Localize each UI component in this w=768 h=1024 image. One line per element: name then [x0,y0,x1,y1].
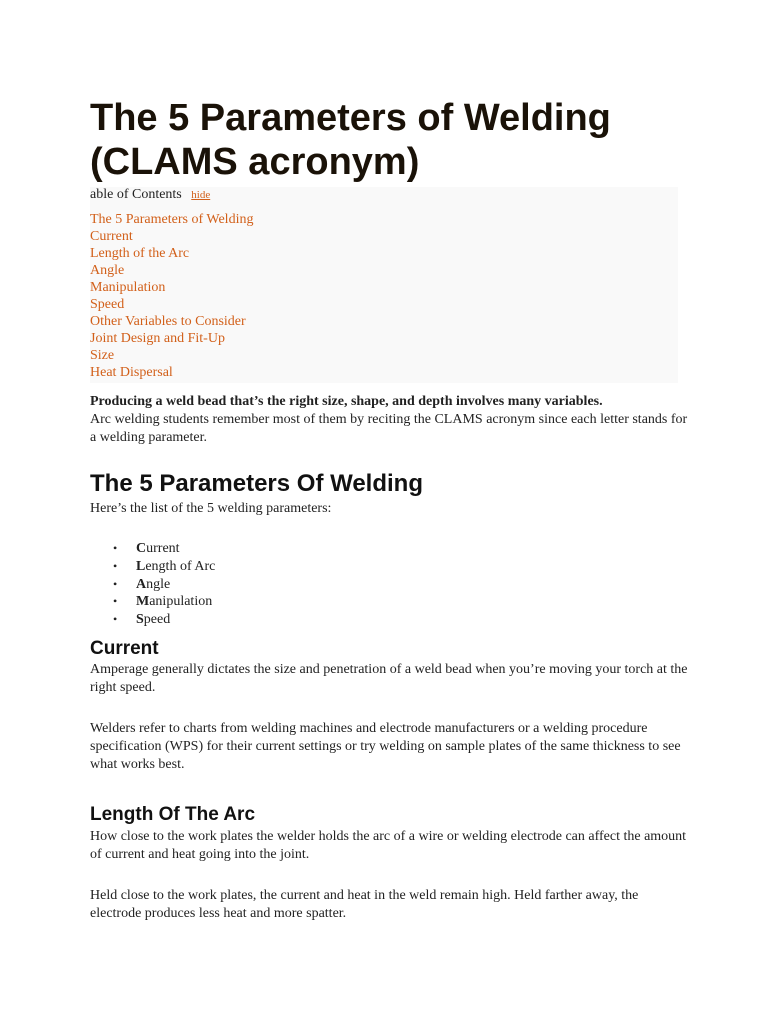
section-heading-parameters: The 5 Parameters Of Welding [90,470,423,497]
parameters-lead: Here’s the list of the 5 welding parameters: [90,501,332,516]
list-item [113,593,215,611]
parameters-list [113,540,215,629]
toc-heading-row [90,187,210,203]
toc-link-current[interactable]: Current [90,229,133,244]
toc-link-manipulation[interactable]: Manipulation [90,280,166,295]
list-item-rest: anipulation [149,594,213,610]
current-paragraph-2: Welders refer to charts from welding machines and electrode manufacturers or a welding procedure specification (WPS) for their current settings or try welding on sample plates of the same thickness to see what works best. [90,721,681,772]
toc-link-speed[interactable]: Speed [90,297,125,312]
list-item-initial: C [136,541,147,556]
list-item-initial: L [136,558,146,574]
toc-list [90,211,253,381]
list-item-rest: urrent [146,541,180,556]
section-heading-length-of-arc: Length Of The Arc [90,804,256,825]
intro-bold-sentence: Producing a weld bead that’s the right size, shape, and depth involves many variables. [90,394,603,409]
page-title: The 5 Parameters of Welding (CLAMS acronym) [90,97,611,183]
list-item [113,576,215,594]
list-item [113,611,215,629]
intro-paragraph [90,393,690,447]
list-item [113,540,215,558]
toc-link-other-variables[interactable]: Other Variables to Consider [90,314,246,329]
arc-paragraph-2: Held close to the work plates, the current and heat in the weld remain high. Held farther away, the electrode produces less heat and more spatter. [90,888,639,921]
current-paragraph-1: Amperage generally dictates the size and penetration of a weld bead when you’re moving your torch at the right speed. [90,662,688,695]
toc-hide-link[interactable]: hide [191,189,211,201]
toc-heading: able of Contents [90,187,182,202]
table-of-contents [90,187,678,383]
list-item-rest: peed [143,612,171,628]
toc-link-joint-design[interactable]: Joint Design and Fit-Up [90,331,225,346]
toc-link-angle[interactable]: Angle [90,263,125,278]
list-item-initial: A [136,576,147,592]
list-item-rest: ength of Arc [145,558,216,574]
list-item-initial: M [136,594,150,610]
toc-link-parameters[interactable]: The 5 Parameters of Welding [90,212,254,227]
intro-text: Arc welding students remember most of them by reciting the CLAMS acronym since each letter stands for a welding parameter. [90,412,688,445]
toc-link-length-of-arc[interactable]: Length of the Arc [90,246,190,261]
list-item-initial: S [136,612,144,628]
list-item-rest: ngle [146,576,171,592]
arc-paragraph-1: How close to the work plates the welder holds the arc of a wire or welding electrode can affect the amount of current and heat going into the joint. [90,829,687,862]
toc-link-size[interactable]: Size [90,348,115,363]
list-item [113,558,215,576]
section-heading-current: Current [90,638,159,659]
toc-link-heat-dispersal[interactable]: Heat Dispersal [90,365,173,380]
